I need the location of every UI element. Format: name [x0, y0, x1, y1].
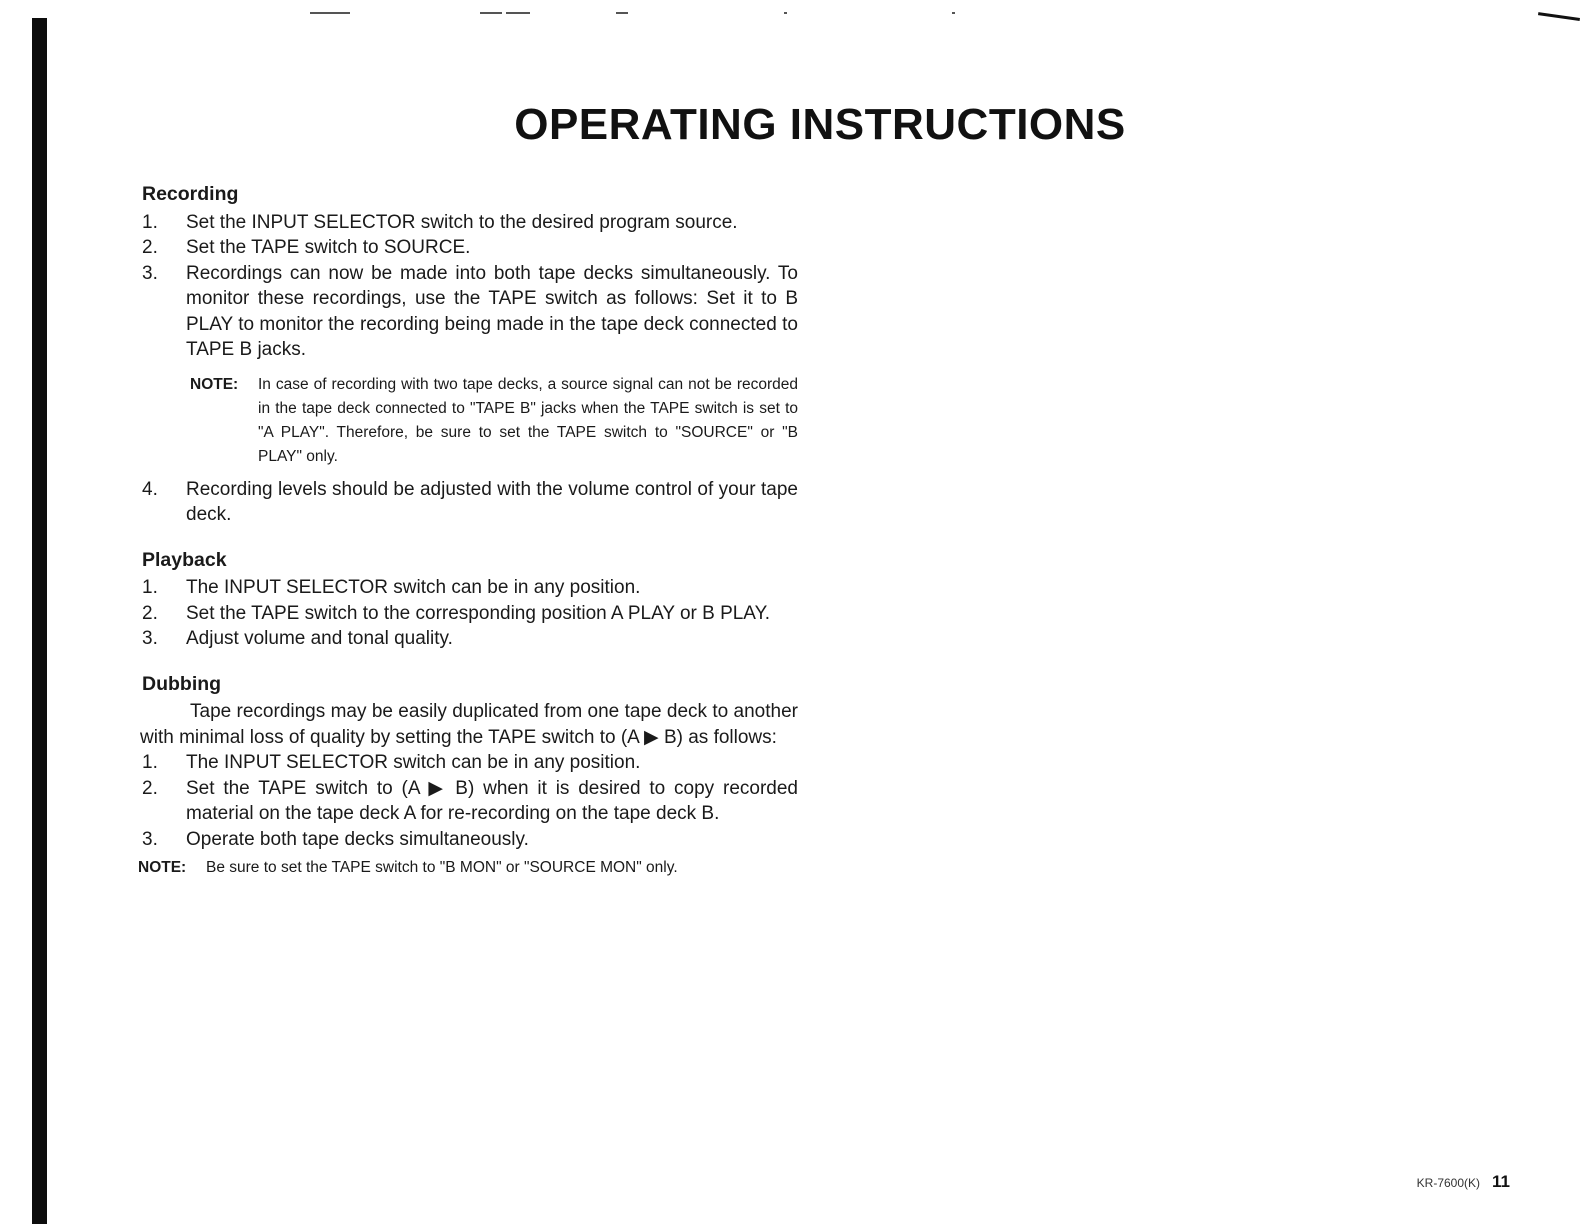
section-heading: Recording	[142, 183, 239, 205]
item-text: Operate both tape decks simultaneously.	[186, 828, 529, 850]
item-number: 2.	[142, 777, 158, 799]
list-item	[138, 776, 798, 827]
scan-specks	[310, 12, 970, 16]
note-label: NOTE:	[190, 375, 239, 393]
section-heading: Dubbing	[142, 672, 222, 695]
item-text: The INPUT SELECTOR switch can be in any position.	[186, 752, 641, 773]
item-text: Adjust volume and tonal quality.	[186, 628, 453, 649]
page-title: OPERATING INSTRUCTIONS	[514, 100, 1126, 149]
list-item	[138, 261, 798, 363]
binding-edge	[32, 18, 47, 1224]
recording-note	[190, 373, 798, 469]
item-text: Set the TAPE switch to (A ▶ B) when it is desired to copy recorded material on the tape deck A for re-recording on the tape deck B.	[186, 777, 798, 824]
dubbing-note	[138, 856, 798, 880]
item-number: 2.	[142, 237, 158, 258]
item-text: The INPUT SELECTOR switch can be in any position.	[186, 577, 641, 598]
item-text: Set the INPUT SELECTOR switch to the desired program source.	[186, 211, 738, 233]
note-text: In case of recording with two tape decks, a source signal can not be recorded in the tape deck connected to "TAPE B" jacks when the TAPE switch is set to "A PLAY". Therefore, be sure to set the TAPE switch to "SOURCE" or "B PLAY" only.	[258, 375, 798, 465]
list-item	[138, 601, 798, 627]
item-number: 4.	[142, 478, 158, 500]
section-playback	[138, 548, 798, 652]
item-text: Recordings can now be made into both tape decks simultaneously. To monitor these recordings, use the TAPE switch as follows: Set it to B PLAY to monitor the recording being made in the tape deck connected to TAPE B jacks.	[186, 262, 798, 360]
section-dubbing	[138, 672, 798, 881]
item-text: Recording levels should be adjusted with the volume control of your tape deck.	[186, 478, 798, 525]
list-item	[138, 827, 798, 853]
corner-mark	[1538, 12, 1580, 21]
list-item	[138, 235, 798, 261]
note-label: NOTE:	[138, 859, 187, 876]
instructions-body	[138, 182, 798, 900]
page-footer	[1417, 1172, 1510, 1192]
note-text: Be sure to set the TAPE switch to "B MON" or "SOURCE MON" only.	[206, 859, 678, 876]
page-number: 11	[1492, 1172, 1510, 1191]
item-text: Set the TAPE switch to SOURCE.	[186, 237, 471, 258]
dubbing-intro: Tape recordings may be easily duplicated from one tape deck to another with minimal loss of quality by setting the TAPE switch to (A ▶ B) as follows:	[140, 701, 798, 748]
list-item	[138, 626, 798, 652]
section-heading: Playback	[142, 548, 227, 571]
item-number: 1.	[142, 577, 158, 598]
section-recording	[138, 182, 798, 528]
item-number: 3.	[142, 262, 158, 284]
list-item	[138, 477, 798, 528]
item-number: 2.	[142, 602, 158, 624]
model-code: KR-7600(K)	[1416, 1176, 1481, 1190]
item-number: 3.	[142, 828, 158, 850]
list-item	[138, 210, 798, 236]
list-item	[138, 575, 798, 601]
list-item	[138, 750, 798, 776]
item-number: 3.	[142, 628, 158, 649]
item-text: Set the TAPE switch to the corresponding position A PLAY or B PLAY.	[186, 602, 771, 624]
item-number: 1.	[142, 211, 158, 233]
item-number: 1.	[142, 752, 158, 773]
